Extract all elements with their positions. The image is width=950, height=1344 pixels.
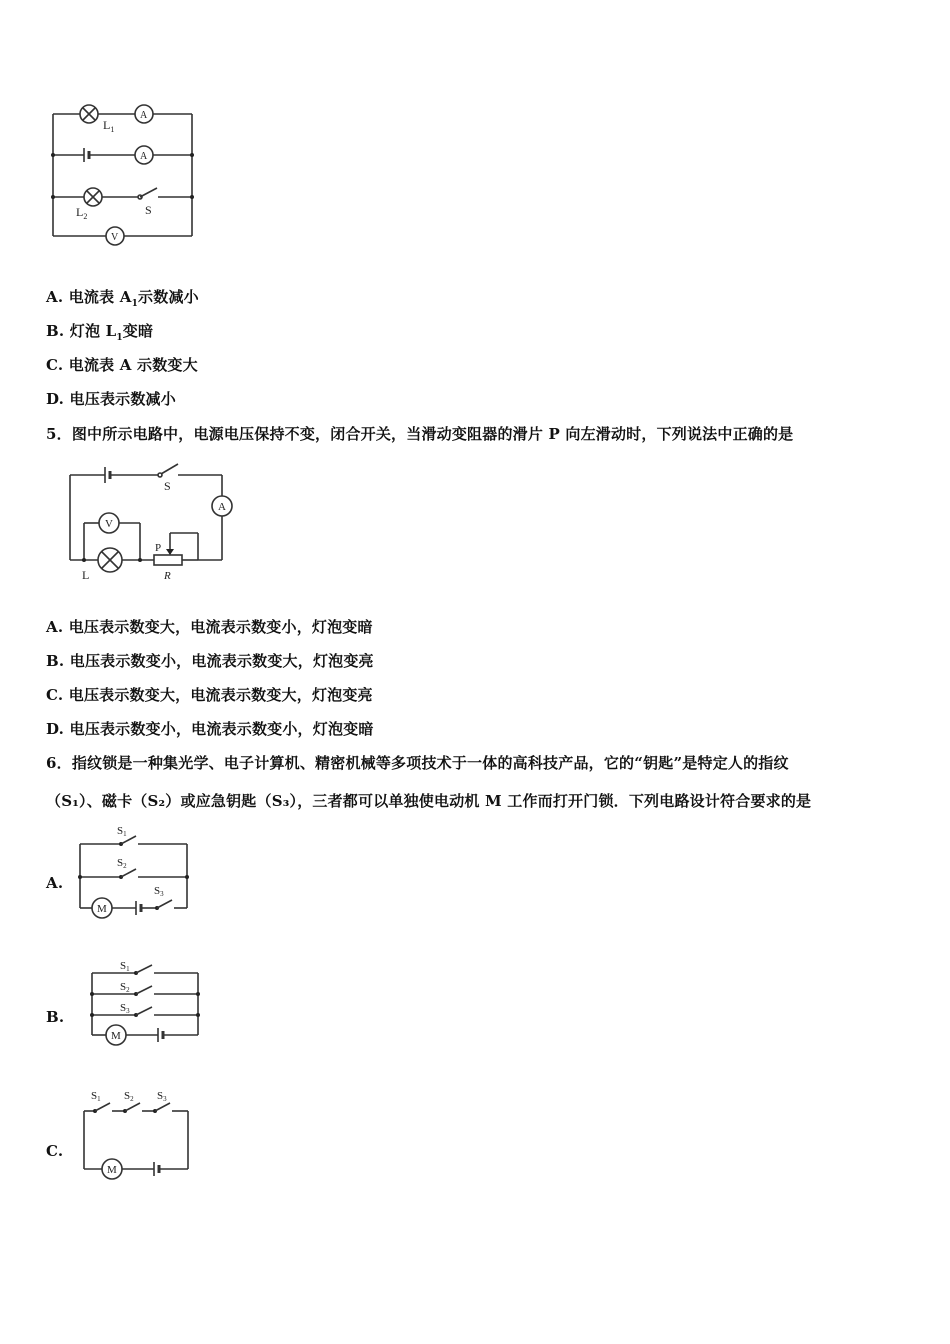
option-text-post: 示数减小 xyxy=(138,288,199,306)
q6-question-line2: （S₁）、磁卡（S₂）或应急钥匙（S₃），三者都可以单独使电动机 M 工作而打开门锁．下列电路设计符合要求的是 xyxy=(46,792,812,810)
option-letter: B. xyxy=(46,652,65,670)
option-letter: C. xyxy=(46,686,64,704)
option-text: 灯泡 L xyxy=(69,322,117,340)
q4-switch-label: S xyxy=(145,203,152,217)
option-text: 电压表示数减小 xyxy=(69,390,176,408)
option-text: 电压表示数变小，电流表示数变小，灯泡变暗 xyxy=(69,720,374,738)
q6-question-line1: 6．指纹锁是一种集光学、电子计算机、精密机械等多项技术于一体的高科技产品，它的“钥匙”是特定人的指纹 xyxy=(46,754,789,772)
q6a-s1-label: S1 xyxy=(117,825,127,838)
q4-ammeter1-label: A xyxy=(140,110,148,121)
q6b-s1-label: S1 xyxy=(120,960,130,973)
option-letter: D. xyxy=(46,720,65,738)
q6c-motor-label: M xyxy=(107,1164,117,1176)
q5-question: 5．图中所示电路中，电源电压保持不变，闭合开关，当滑动变阻器的滑片 P 向左滑动时，下列说法中正确的是 xyxy=(46,425,794,443)
option-subscript: 1 xyxy=(131,299,139,309)
q5-voltmeter-label: V xyxy=(105,518,113,530)
q5-ammeter-label: A xyxy=(218,501,226,513)
q6a-s3-label: S3 xyxy=(154,885,164,898)
option-subscript: 1 xyxy=(116,333,123,343)
q4-circuit-diagram xyxy=(40,95,210,255)
option-text: 电流表 A 示数变大 xyxy=(68,356,198,374)
q6c-s2-label: S2 xyxy=(124,1090,134,1103)
q5-switch-label: S xyxy=(164,479,171,493)
q5-slider-label: P xyxy=(155,542,162,554)
option-letter: D. xyxy=(46,390,65,408)
q6a-s2-label: S2 xyxy=(117,857,127,870)
option-text-post: 变暗 xyxy=(122,322,154,340)
option-text: 电压表示数变大，电流表示数变大，灯泡变亮 xyxy=(68,686,373,704)
q6-option-c-circuit xyxy=(76,1085,206,1185)
q4-ammeter-label: A xyxy=(140,151,148,162)
q4-option-b xyxy=(46,320,153,343)
q6c-s1-label: S1 xyxy=(91,1090,101,1103)
q5-rheostat-label: R xyxy=(164,570,171,582)
q5-option-a xyxy=(46,616,373,637)
q5-option-c xyxy=(46,684,373,705)
option-letter: A. xyxy=(46,288,64,306)
q6-option-a-letter: A. xyxy=(46,874,64,892)
q4-lamp1-label: $L_1$ xyxy=(103,118,115,134)
q6-option-b-circuit xyxy=(80,955,220,1055)
q5-lamp-label: L xyxy=(82,568,90,582)
q6-option-b-letter: B. xyxy=(46,1008,65,1026)
q5-option-b xyxy=(46,650,374,671)
q4-option-a xyxy=(46,286,199,309)
q6a-motor-label: M xyxy=(97,903,107,915)
option-text: 电流表 A xyxy=(68,288,132,306)
q4-voltmeter-label: V xyxy=(111,232,119,243)
q6b-s3-label: S3 xyxy=(120,1002,130,1015)
q4-option-c xyxy=(46,354,198,375)
option-text: 电压表示数变大，电流表示数变小，灯泡变暗 xyxy=(68,618,373,636)
option-text: 电压表示数变小，电流表示数变大，灯泡变亮 xyxy=(69,652,374,670)
option-letter: C. xyxy=(46,356,64,374)
q4-lamp2-label: $L_2$ xyxy=(76,205,88,221)
q6b-motor-label: M xyxy=(111,1030,121,1042)
q6-option-a-circuit xyxy=(72,820,222,920)
option-letter: B. xyxy=(46,322,65,340)
q5-circuit-diagram xyxy=(60,455,240,585)
q6c-s3-label: S3 xyxy=(157,1090,167,1103)
q6-option-c-letter: C. xyxy=(46,1142,64,1160)
option-letter: A. xyxy=(46,618,64,636)
q4-option-d xyxy=(46,388,176,409)
q6b-s2-label: S2 xyxy=(120,981,130,994)
q5-option-d xyxy=(46,718,374,739)
